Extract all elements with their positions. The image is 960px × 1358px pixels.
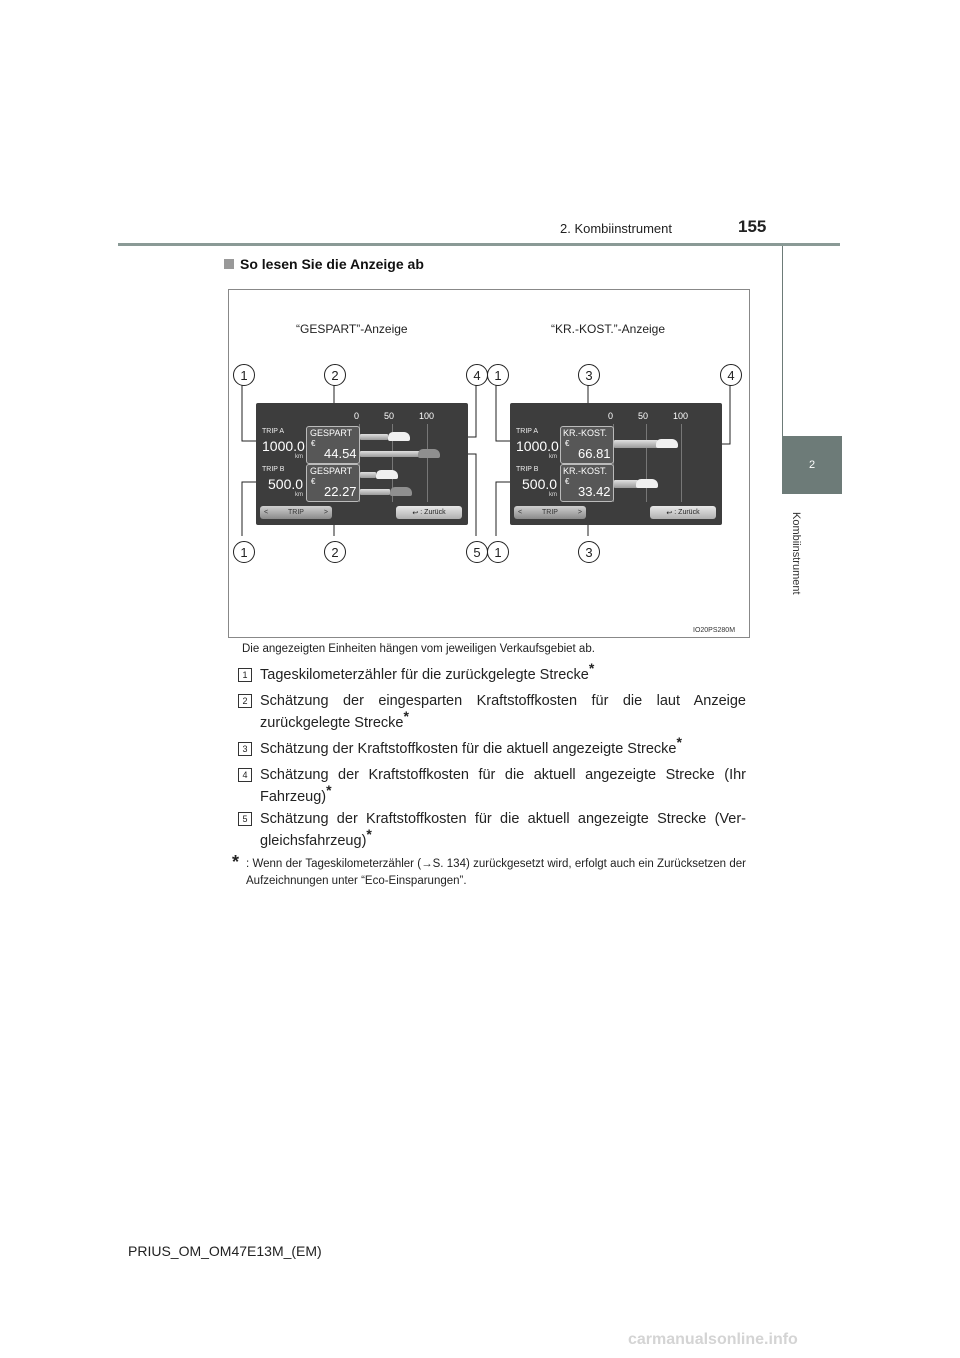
trip-nav-button-right[interactable] xyxy=(514,506,586,519)
chapter-tab[interactable] xyxy=(782,436,842,494)
trip-b-unit-right: km xyxy=(549,492,557,498)
list-item-1-text: Tageskilometerzähler für die zurückgelegte Strecke xyxy=(260,667,589,683)
list-item-3 xyxy=(260,734,746,760)
currency-a: € xyxy=(311,439,316,448)
back-label-right: : Zurück xyxy=(674,509,700,516)
footnote-text: : Wenn der Tageskilometerzähler (→S. 134) zurückgesetzt wird, erfolgt auch ein Zurücksetzen der Aufzeichnungen unter “Eco-Einsparungen”. xyxy=(246,858,746,887)
trip-nav-label-right: TRIP xyxy=(542,509,558,516)
bar-gespart-a xyxy=(360,434,388,440)
document-footer: PRIUS_OM_OM47E13M_(EM) xyxy=(128,1243,322,1259)
chapter-tab-number: 2 xyxy=(808,459,816,471)
trip-nav-button[interactable] xyxy=(260,506,332,519)
chapter-tab-label-text: Kombiinstrument xyxy=(790,512,802,595)
own-car-icon-a xyxy=(388,432,410,441)
marker-1-right-bottom: 1 xyxy=(487,541,509,563)
list-item-2-text: Schätzung der eingesparten Kraftstoffkosten für die laut Anzeige zurückgelegte Strecke xyxy=(260,693,746,731)
list-item-4 xyxy=(260,764,746,808)
kr-kost-value-a: 66.81 xyxy=(578,446,611,461)
trip-a-label-right: TRIP A xyxy=(516,428,539,435)
marker-2-left-top: 2 xyxy=(324,364,346,386)
left-panel-title: “GESPART”-Anzeige xyxy=(296,322,408,336)
gespart-label-a: GESPART xyxy=(310,428,353,438)
page-number: 155 xyxy=(738,217,767,236)
footnote-star: * xyxy=(326,782,332,799)
scale-100: 100 xyxy=(419,411,435,421)
section-heading-text: So lesen Sie die Anzeige ab xyxy=(240,256,424,272)
chevron-right-icon: > xyxy=(323,509,328,516)
grid-line-50-right xyxy=(646,424,647,502)
list-item-5 xyxy=(260,808,746,852)
scale-50: 50 xyxy=(384,411,395,421)
trip-a-odometer-right: 1000.0 xyxy=(516,438,559,454)
marker-1-left-bottom: 1 xyxy=(233,541,255,563)
marker-5-left-bottom: 5 xyxy=(466,541,488,563)
section-heading xyxy=(224,256,424,272)
kr-kost-value-b: 33.42 xyxy=(578,484,611,499)
trip-a-label: TRIP A xyxy=(262,428,285,435)
marker-3-right-bottom: 3 xyxy=(578,541,600,563)
footnote-star: * xyxy=(403,708,409,725)
currency-a-right: € xyxy=(565,439,570,448)
marker-2-left-bottom: 2 xyxy=(324,541,346,563)
chevron-left-icon: < xyxy=(264,509,269,516)
bar-compare-b xyxy=(360,489,390,495)
trip-b-odometer: 500.0 xyxy=(268,476,304,492)
right-panel-title: “KR.-KOST.”-Anzeige xyxy=(551,322,666,336)
heading-square-icon xyxy=(224,259,234,269)
list-number-3: 3 xyxy=(238,742,252,756)
list-number-1: 1 xyxy=(238,668,252,682)
bar-kr-kost-a xyxy=(614,440,658,448)
list-item-2 xyxy=(260,690,746,734)
kr-kost-label-a: KR.-KOST. xyxy=(563,428,608,438)
footnote xyxy=(232,852,746,890)
gespart-value-a: 44.54 xyxy=(324,446,357,461)
bar-compare-a xyxy=(360,451,420,457)
scale-0-right: 0 xyxy=(608,411,614,421)
marker-4-left-top: 4 xyxy=(466,364,488,386)
chevron-right-icon: > xyxy=(577,509,582,516)
own-car-icon-b xyxy=(376,470,398,479)
list-item-5-text: Schätzung der Kraftstoffkosten für die aktuell angezeigte Strecke (Ver-gleichsfahrzeug) xyxy=(260,811,746,849)
trip-b-odometer-right: 500.0 xyxy=(522,476,558,492)
compare-car-icon-a xyxy=(418,449,440,458)
watermark: carmanualsonline.info xyxy=(628,1331,798,1348)
side-tab-line xyxy=(782,246,842,436)
header-rule xyxy=(118,243,840,246)
own-car-icon-right-a xyxy=(656,439,678,448)
chapter-tab-label xyxy=(790,512,806,612)
trip-a-unit: km xyxy=(295,454,303,460)
trip-a-unit-right: km xyxy=(549,454,557,460)
currency-b: € xyxy=(311,477,316,486)
chapter-title: 2. Kombiinstrument xyxy=(560,221,672,236)
marker-1-left-top: 1 xyxy=(233,364,255,386)
back-button-right[interactable] xyxy=(650,506,716,519)
list-number-4: 4 xyxy=(238,768,252,782)
scale-0: 0 xyxy=(354,411,360,421)
grid-line-100-right xyxy=(681,424,682,502)
gespart-value-b: 22.27 xyxy=(324,484,357,499)
trip-b-label-right: TRIP B xyxy=(516,466,539,473)
kr-kost-label-b: KR.-KOST. xyxy=(563,466,608,476)
return-arrow-icon: ↩ xyxy=(412,509,419,517)
figure-code: IO20PS280M xyxy=(693,627,736,634)
bar-kr-kost-b xyxy=(614,480,638,488)
bar-gespart-b xyxy=(360,472,376,478)
marker-3-right-top: 3 xyxy=(578,364,600,386)
marker-4-right-top: 4 xyxy=(720,364,742,386)
back-label: : Zurück xyxy=(420,509,446,516)
list-item-3-text: Schätzung der Kraftstoffkosten für die aktuell angezeigte Strecke xyxy=(260,741,677,757)
return-arrow-icon: ↩ xyxy=(666,509,673,517)
compare-car-icon-b xyxy=(390,487,412,496)
list-item-4-text: Schätzung der Kraftstoffkosten für die aktuell angezeigte Strecke (Ihr Fahrzeug) xyxy=(260,767,746,805)
marker-1-right-top: 1 xyxy=(487,364,509,386)
currency-b-right: € xyxy=(565,477,570,486)
back-button[interactable] xyxy=(396,506,462,519)
units-note: Die angezeigten Einheiten hängen vom jeweiligen Verkaufsgebiet ab. xyxy=(242,643,595,655)
trip-nav-label: TRIP xyxy=(288,509,304,516)
footnote-star: * xyxy=(676,734,682,751)
trip-a-odometer: 1000.0 xyxy=(262,438,305,454)
list-item-1 xyxy=(260,660,746,686)
footnote-star: * xyxy=(588,660,595,677)
list-number-5: 5 xyxy=(238,812,252,826)
own-car-icon-right-b xyxy=(636,479,658,488)
trip-b-label: TRIP B xyxy=(262,466,285,473)
scale-100-right: 100 xyxy=(673,411,689,421)
footnote-mark: * xyxy=(232,852,240,872)
list-number-2: 2 xyxy=(238,694,252,708)
chevron-left-icon: < xyxy=(518,509,523,516)
footnote-star: * xyxy=(366,826,372,843)
grid-line-100 xyxy=(427,424,428,502)
trip-b-unit: km xyxy=(295,492,303,498)
scale-50-right: 50 xyxy=(638,411,649,421)
gespart-label-b: GESPART xyxy=(310,466,353,476)
